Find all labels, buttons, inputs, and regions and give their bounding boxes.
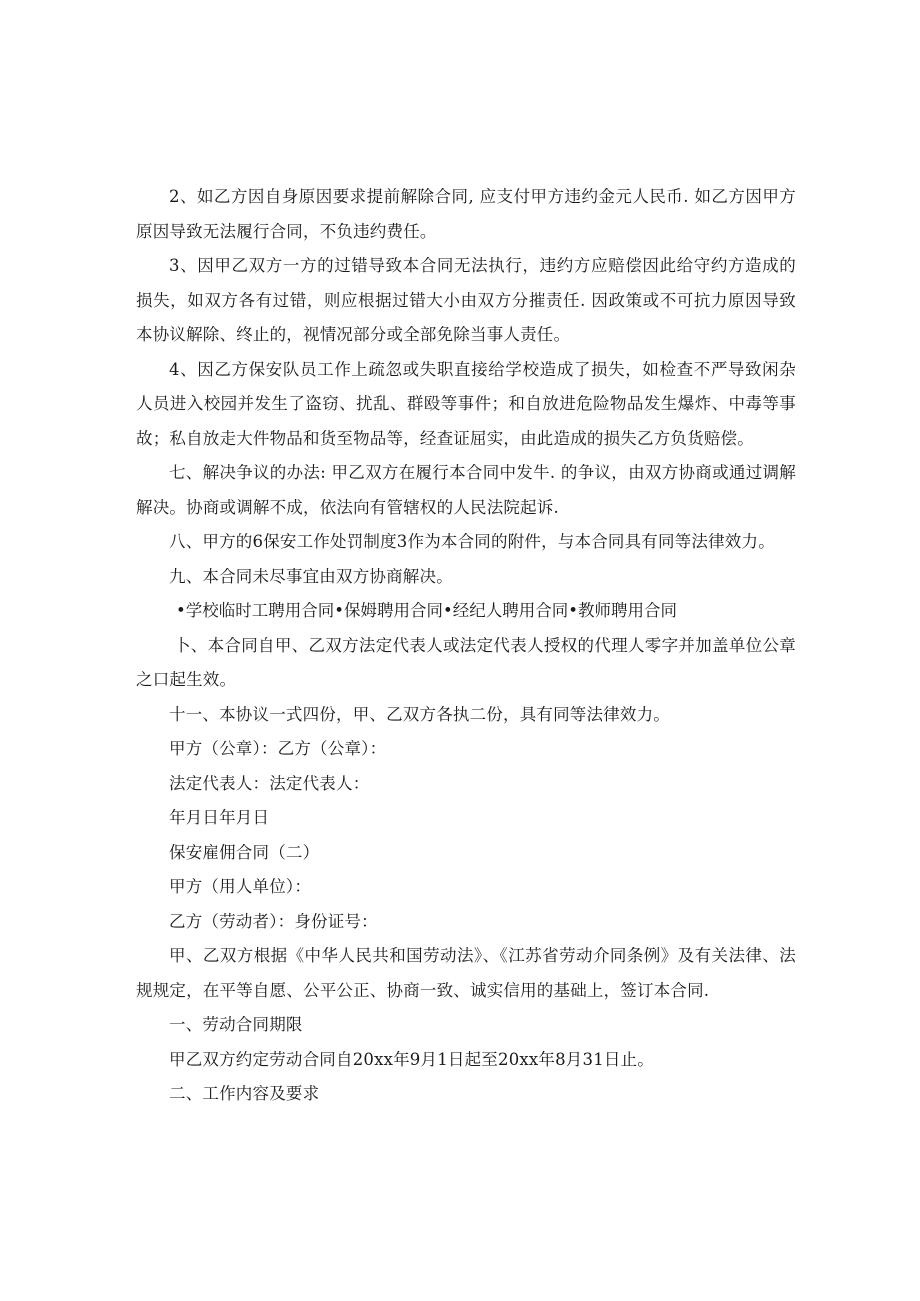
bullet-mark: •	[176, 601, 186, 620]
paragraph-copies: 十一、本协议一式四份，甲、乙双方各执二份，具有同等法律效力。	[169, 704, 670, 724]
bullet-mark: •	[442, 601, 453, 620]
related-link[interactable]: 教师聘用合同	[577, 601, 677, 620]
legal-representative-line: 法定代表人：法定代表人：	[169, 773, 370, 793]
paragraph-effective-date: 卜、本合同自甲、乙双方法定代表人或法定代表人授权的代理人零字并加盖单位公章之口起生效。	[136, 635, 796, 689]
signature-seal-line: 甲方（公章）：乙方（公章）：	[169, 739, 387, 758]
party-a-line: 甲方（用人单位）：	[169, 877, 312, 896]
paragraph-fault-liability: 3、因甲乙双方一方的过错导致本合同无法执行，违约方应赔偿因此给守约方造成的损失，如双方各有过错，则应根据过错大小由双方分摧责任. 因政策或不可抗力原因导致本协议解除、终止的，视情况部分或全部免除当事人责任。	[136, 256, 796, 344]
contract-title: 保安雇佣合同（二）	[169, 842, 320, 862]
paragraph-unresolved-matters: 九、本合同未尽事宜由双方协商解决。	[169, 566, 453, 586]
paragraph-attachment: 八、甲方的6保安工作处罚制度3作为本合同的附件，与本合同具有同等法律效力。	[169, 532, 775, 551]
paragraph-contract-term: 甲乙双方约定劳动合同自20xx年9月1日起至20xx年8月31日止。	[169, 1049, 655, 1069]
paragraph-dispute-resolution: 七、解决争议的办法: 甲乙双方在履行本合同中发牛. 的争议，由双方协商或通过调解解决。协商或调解不成，依法向有管辖权的人民法院起诉.	[136, 463, 796, 517]
section-heading-term: 一、劳动合同期限	[169, 1015, 303, 1034]
date-line: 年月日年月日	[169, 808, 270, 827]
bullet-mark: •	[334, 601, 344, 620]
document-page	[136, 180, 796, 1112]
party-b-line: 乙方（劳动者）：身份证号：	[169, 911, 378, 931]
paragraph-penalty-early-termination: 2、如乙方因自身原因要求提前解除合同, 应支付甲方违约金元人民币. 如乙方因甲方原因导致无法履行合同，不负违约费任。	[136, 187, 796, 241]
related-link[interactable]: 经纪人聘用合同	[452, 601, 569, 620]
paragraph-guard-negligence: 4、因乙方保安队员工作上疏忽或失职直接给学校造成了损失，如检查不严导致闲杂人员进入校园并发生了盗窃、扰乱、群殴等事件；和自放进危险物品发生爆炸、中毒等事故；私自放走大件物品和货至物品等，经查证屈实，由此造成的损失乙方负货赔偿。	[136, 359, 796, 448]
section-heading-work-content: 二、工作内容及要求	[169, 1084, 320, 1103]
related-link[interactable]: 保姆聘用合同	[343, 601, 443, 620]
paragraph-legal-basis: 甲、乙双方根据《中华人民共和国劳动法》、《江苏省劳动介同条例》及有关法律、法规规定，在平等自愿、公平公正、协商一致、诚实信用的基础上，签订本合同.	[136, 946, 796, 1000]
related-links-line	[136, 594, 796, 629]
bullet-mark: •	[568, 601, 578, 620]
related-link[interactable]: 学校临时工聘用合同	[185, 601, 335, 620]
